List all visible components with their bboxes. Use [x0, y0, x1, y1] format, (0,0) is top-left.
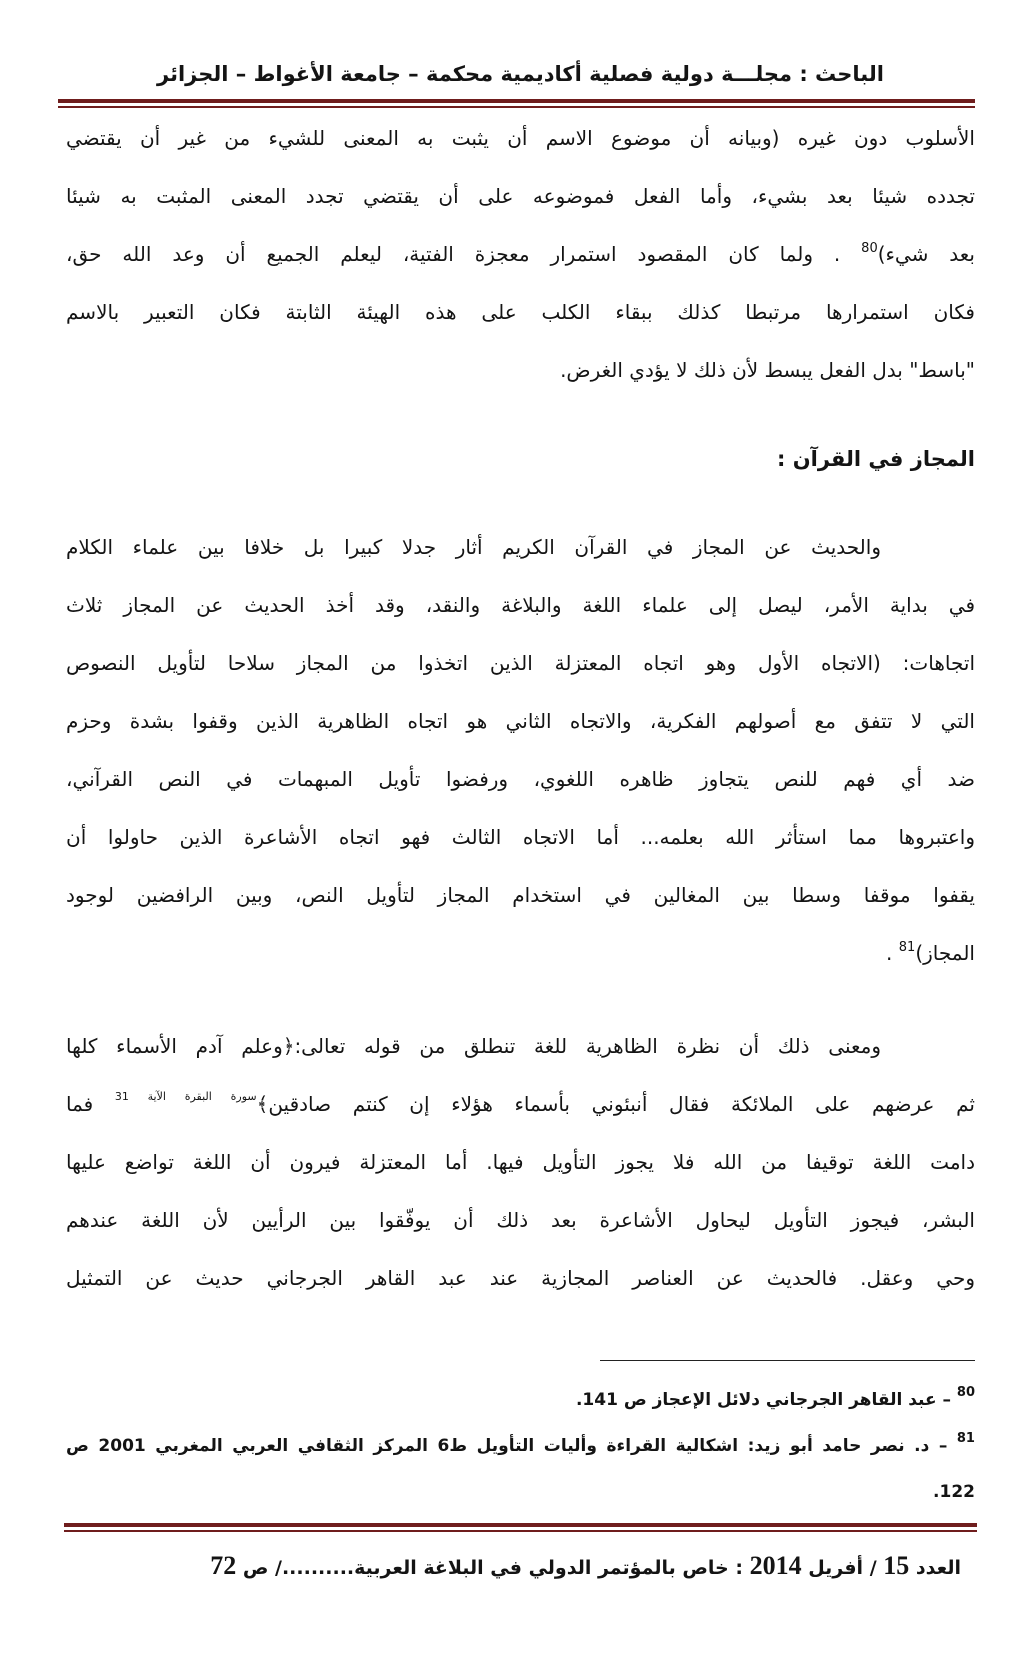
line-text: . — [886, 941, 899, 965]
line-text: فما — [66, 1092, 115, 1116]
issue-year: 2014 — [749, 1551, 802, 1580]
page-number: 72 — [210, 1551, 237, 1580]
paragraph-2-line-8 — [66, 924, 975, 982]
paragraph-3 — [66, 1017, 975, 1307]
footer-divider — [64, 1523, 977, 1532]
line-text: ثم عرضهم على الملائكة فقال أنبئوني بأسماء هؤلاء إن كنتم صادقين﴾ — [256, 1092, 975, 1116]
line-text: . ولما كان المقصود استمرار معجزة الفتية، ليعلم الجميع أن وعد الله حق، — [66, 242, 862, 266]
footnote-text: – عبد القاهر الجرجاني دلائل الإعجاز ص 141. — [575, 1390, 957, 1410]
issue-label: العدد — [915, 1557, 961, 1579]
paragraph-2-line-4: التي لا تتفق مع أصولهم الفكرية، والاتجاه الثاني هو اتجاه الظاهرية الذين وقفوا بشدة وحزم — [66, 709, 975, 733]
paragraph-1 — [66, 109, 975, 399]
paragraph-1-line-2: تجدده شيئا بعد بشيء، وأما الفعل فموضوعه على أن يقتضي تجدد المعنى المثبت به شيئا — [66, 184, 975, 208]
footnote-text: – د. نصر حامد أبو زيد: اشكالية القراءة وأليات التأويل ط6 المركز الثقافي العربي المغربي 2001 ص — [66, 1436, 957, 1456]
paragraph-3-line-5: وحي وعقل. فالحديث عن العناصر المجازية عند عبد القاهر الجرجاني حديث عن التمثيل — [66, 1266, 975, 1290]
footnote-81-line-1 — [66, 1423, 975, 1469]
paragraph-1-line-5: "باسط" بدل الفعل يبسط لأن ذلك لا يؤدي الغرض. — [560, 358, 975, 382]
paragraph-3-line-3: دامت اللغة توقيفا من الله فلا يجوز التأويل فيها. أما المعتزلة فيرون أن اللغة تواضع عليها — [66, 1150, 975, 1174]
paragraph-2 — [66, 518, 975, 982]
header-divider — [58, 99, 975, 108]
paragraph-1-line-4: فكان استمرارها مرتبطا كذلك ببقاء الكلب على هذه الهيئة الثابتة فكان التعبير بالاسم — [66, 300, 975, 324]
issue-month: أفريل — [808, 1557, 864, 1579]
footnote-number: 80 — [956, 1385, 975, 1400]
issue-number: 15 — [883, 1551, 910, 1580]
line-text: بعد شيء) — [877, 242, 975, 266]
footnote-separator — [600, 1360, 975, 1361]
footnote-80 — [66, 1377, 975, 1423]
footnote-number: 81 — [956, 1431, 975, 1446]
paragraph-1-line-3 — [66, 225, 975, 283]
line-text: المجاز) — [915, 941, 975, 965]
paragraph-2-line-7: يقفوا موقفا وسطا بين المغالين في استخدام المجاز لتأويل النص، وبين الرافضين لوجود — [66, 883, 975, 907]
paragraph-2-line-6: واعتبروها مما استأثر الله بعلمه... أما الاتجاه الثالث فهو اتجاه الأشاعرة الذين حاولوا أن — [66, 825, 975, 849]
paragraph-3-line-2 — [66, 1075, 975, 1133]
footnote-81-line-2: 122. — [933, 1482, 975, 1502]
paragraph-3-line-1: ومعنى ذلك أن نظرة الظاهرية للغة تنطلق من قوله تعالى:﴿وعلم آدم الأسماء كلها — [66, 1034, 881, 1058]
special-issue-note: : خاص بالمؤتمر الدولي في البلاغة العربية........../ — [275, 1557, 743, 1579]
section-heading: المجاز في القرآن : — [777, 447, 975, 471]
paragraph-2-line-2: في بداية الأمر، ليصل إلى علماء اللغة والبلاغة والنقد، وقد أخذ الحديث عن المجاز ثلاث — [66, 593, 975, 617]
paragraph-1-line-1: الأسلوب دون غيره (وبيانه أن موضوع الاسم أن يثبت به المعنى للشيء من غير أن يقتضي — [66, 126, 975, 150]
page-label: ص — [242, 1557, 269, 1579]
footnotes — [66, 1377, 975, 1515]
footer-separator: / — [869, 1557, 877, 1579]
running-header: الباحث : مجلـــة دولية فصلية أكاديمية محكمة – جامعة الأغواط – الجزائر — [157, 62, 884, 86]
paragraph-2-line-3: اتجاهات: (الاتجاه الأول وهو اتجاه المعتزلة الذين اتخذوا من المجاز سلاحا لتأويل النصوص — [66, 651, 975, 675]
paragraph-3-line-4: البشر، فيجوز التأويل ليحاول الأشاعرة بعد ذلك أن يوفّقوا بين الرأيين لأن اللغة عندهم — [66, 1208, 975, 1232]
paragraph-2-line-5: ضد أي فهم للنص يتجاوز ظاهره اللغوي، ورفضوا تأويل المبهمات في النص القرآني، — [66, 767, 975, 791]
quran-citation: سورة البقرة الآية 31 — [114, 1090, 257, 1103]
footnote-ref: 80 — [861, 241, 878, 256]
page-footer — [66, 1541, 975, 1591]
paragraph-2-line-1: والحديث عن المجاز في القرآن الكريم أثار جدلا كبيرا بل خلافا بين علماء الكلام — [66, 535, 881, 559]
footnote-ref: 81 — [898, 940, 916, 955]
